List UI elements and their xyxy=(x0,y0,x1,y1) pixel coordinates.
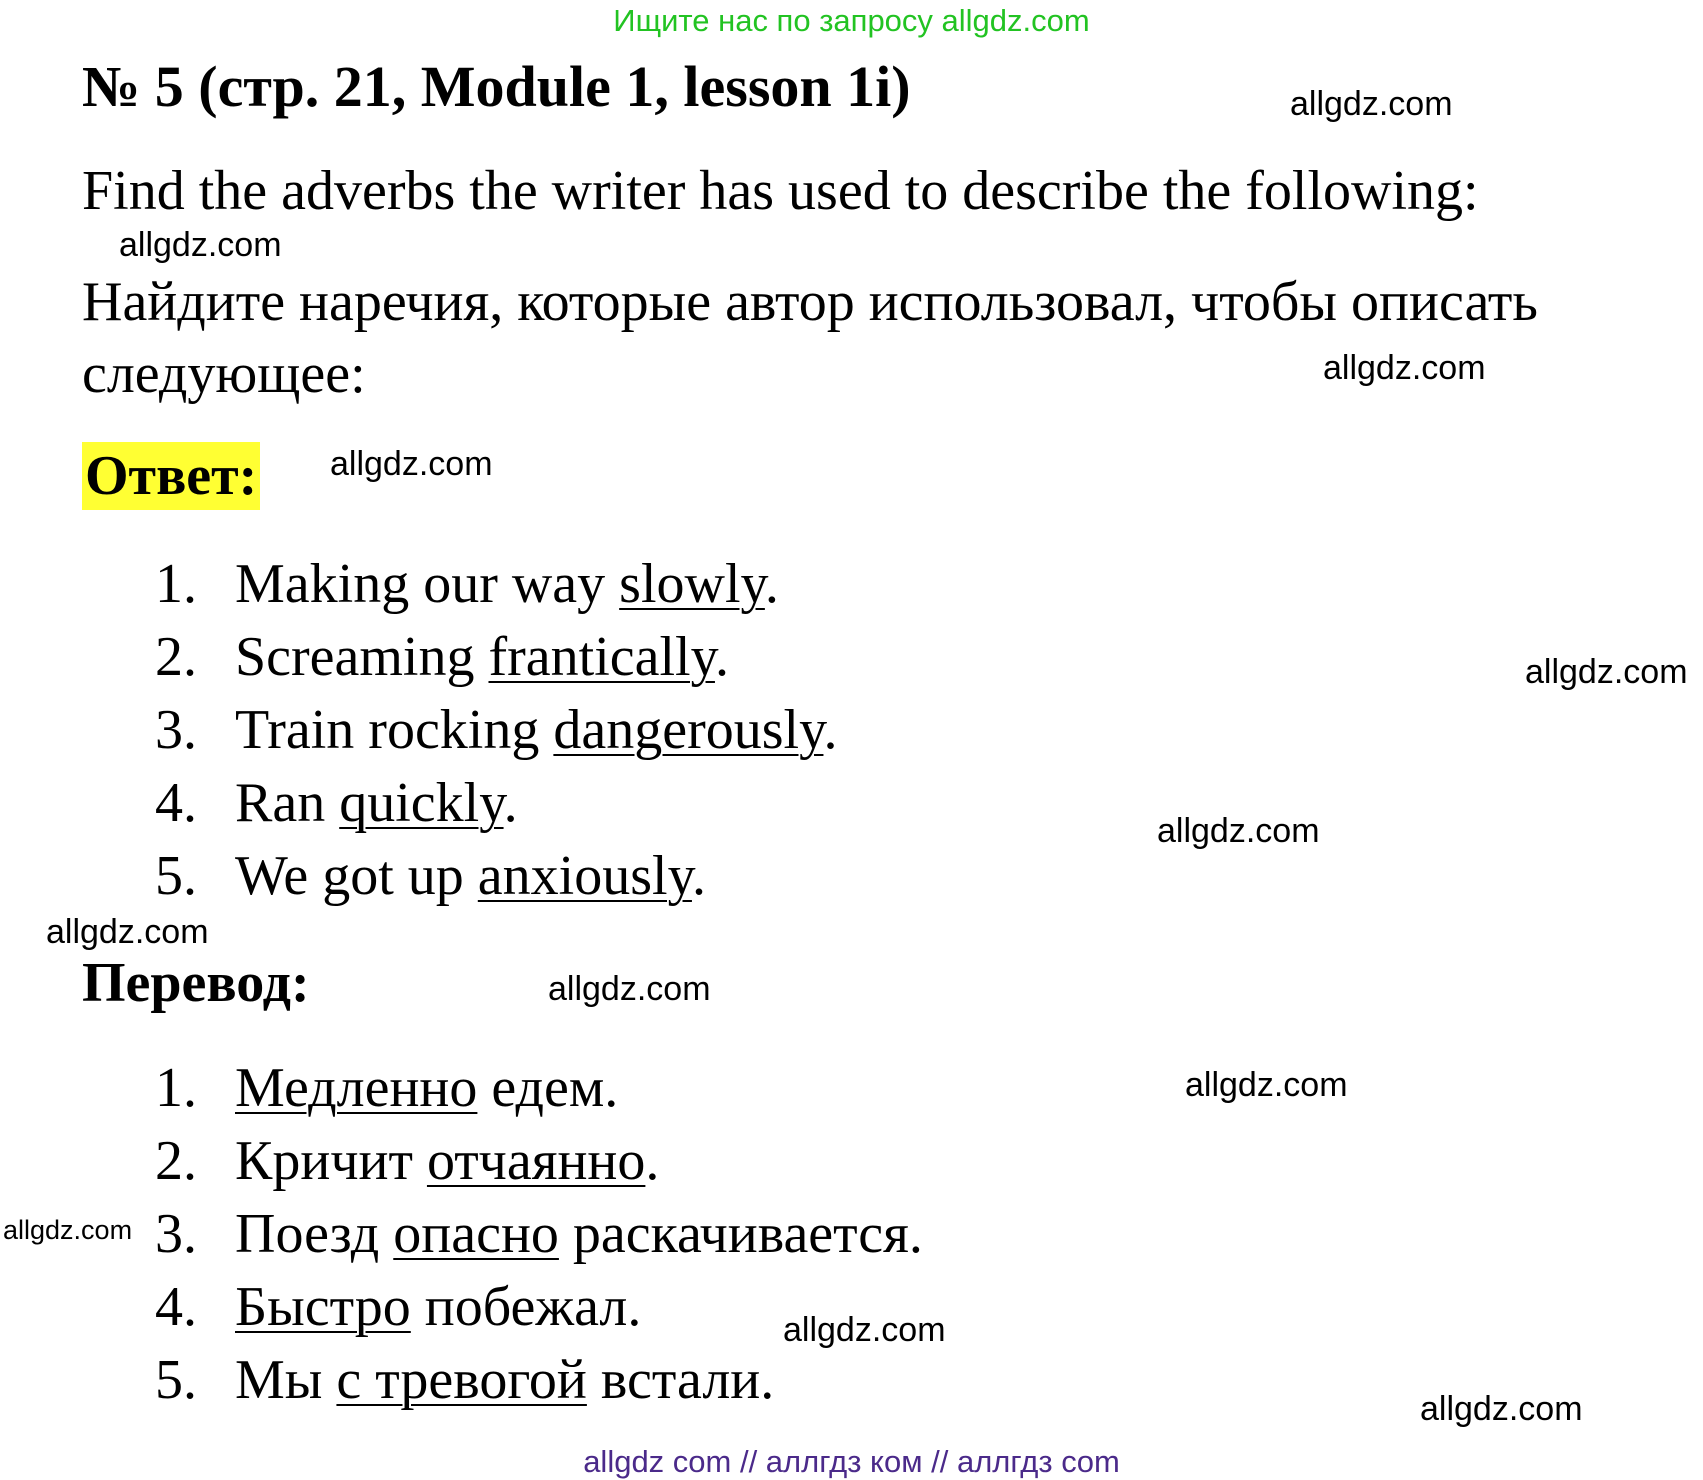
list-item xyxy=(155,767,837,840)
item-number: 1. xyxy=(155,553,197,615)
watermark: allgdz.com xyxy=(1323,349,1486,387)
item-adverb: отчаянно xyxy=(426,1130,646,1192)
item-text: Ran xyxy=(235,772,340,834)
top-banner: Ищите нас по запросу allgdz.com xyxy=(613,3,1090,38)
watermark: allgdz.com xyxy=(548,970,711,1008)
list-item xyxy=(155,694,837,767)
item-number: 3. xyxy=(155,699,197,761)
item-text-end: . xyxy=(691,845,706,907)
watermark: allgdz.com xyxy=(119,226,282,264)
item-text: Мы xyxy=(235,1349,337,1411)
watermark: allgdz.com xyxy=(330,445,493,483)
item-adverb: опасно xyxy=(393,1203,559,1265)
item-adverb: frantically xyxy=(488,626,715,688)
item-number: 1. xyxy=(155,1057,197,1119)
answer-label: Ответ: xyxy=(82,442,260,510)
item-text-end: побежал. xyxy=(410,1276,642,1338)
item-number: 4. xyxy=(155,1276,197,1338)
translation-label: Перевод: xyxy=(82,952,310,1014)
watermark: allgdz.com xyxy=(3,1215,133,1245)
item-text-end: встали. xyxy=(586,1349,775,1411)
item-adverb: Медленно xyxy=(235,1057,478,1119)
watermark: allgdz.com xyxy=(1420,1390,1583,1428)
item-adverb: slowly xyxy=(619,553,765,615)
item-number: 5. xyxy=(155,1349,197,1411)
item-adverb: dangerously xyxy=(553,699,824,761)
list-item xyxy=(155,1052,923,1125)
list-item xyxy=(155,840,837,913)
list-item xyxy=(155,1198,923,1271)
item-number: 5. xyxy=(155,845,197,907)
item-text: Train rocking xyxy=(235,699,554,761)
item-adverb: с тревогой xyxy=(336,1349,587,1411)
watermark: allgdz.com xyxy=(1525,653,1688,691)
item-adverb: anxiously xyxy=(477,845,692,907)
item-text-end: . xyxy=(503,772,518,834)
watermark: allgdz.com xyxy=(1185,1066,1348,1104)
task-english: Find the adverbs the writer has used to describe the following: xyxy=(82,160,1479,222)
item-text-end: раскачивается. xyxy=(558,1203,923,1265)
item-text: Кричит xyxy=(235,1130,427,1192)
watermark: allgdz.com xyxy=(46,913,209,951)
list-item xyxy=(155,1125,923,1198)
item-number: 2. xyxy=(155,626,197,688)
watermark: allgdz.com xyxy=(1157,812,1320,850)
list-item xyxy=(155,548,837,621)
item-number: 3. xyxy=(155,1203,197,1265)
watermark: allgdz.com xyxy=(1290,85,1453,123)
page-title: № 5 (стр. 21, Module 1, lesson 1i) xyxy=(82,54,911,119)
list-item xyxy=(155,1344,923,1417)
item-text-end: . xyxy=(823,699,838,761)
item-text: Поезд xyxy=(235,1203,394,1265)
item-text: We got up xyxy=(235,845,478,907)
item-text-end: . xyxy=(764,553,779,615)
item-text-end: . xyxy=(714,626,729,688)
item-text: Making our way xyxy=(235,553,620,615)
item-text: Screaming xyxy=(235,626,489,688)
list-item xyxy=(155,621,837,694)
item-number: 4. xyxy=(155,772,197,834)
item-text-end: . xyxy=(645,1130,660,1192)
translations-list xyxy=(155,1052,923,1417)
watermark: allgdz.com xyxy=(783,1311,946,1349)
footer-watermark: allgdz com // аллгдз ком // аллгдз com xyxy=(583,1444,1120,1479)
item-adverb: quickly xyxy=(339,772,504,834)
answers-list xyxy=(155,548,837,913)
item-text-end: едем. xyxy=(477,1057,619,1119)
item-number: 2. xyxy=(155,1130,197,1192)
task-russian: Найдите наречия, которые автор использовал, чтобы описать следующее: xyxy=(82,271,1538,405)
item-adverb: Быстро xyxy=(235,1276,411,1338)
